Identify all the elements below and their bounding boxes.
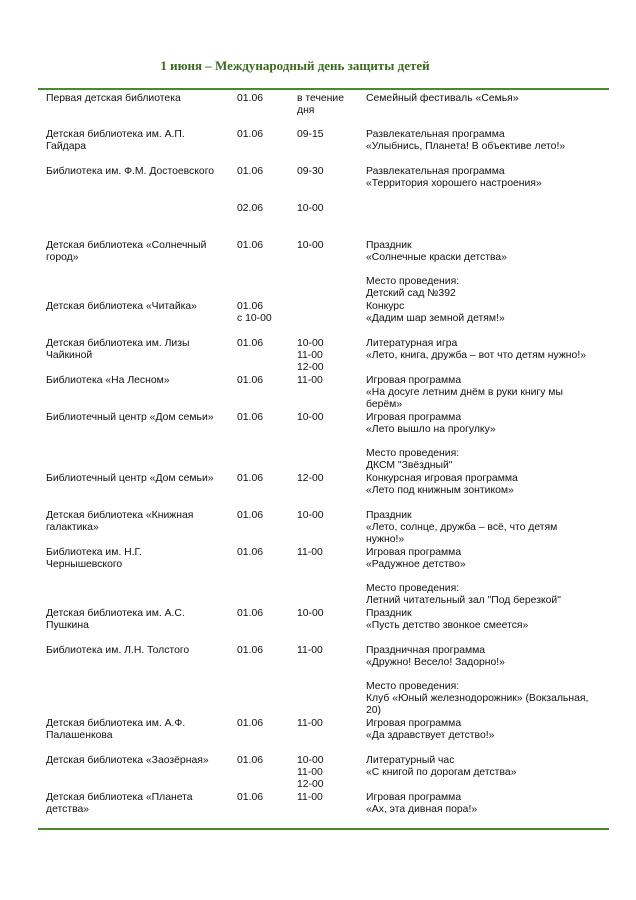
library-name-line: Детская библиотека «Планета (46, 792, 193, 803)
time-cell (297, 718, 323, 730)
date-cell (237, 645, 263, 657)
time-line: 12-00 (297, 362, 324, 373)
time-line: 11-00 (297, 375, 323, 386)
event-line: берём» (366, 399, 403, 410)
time-line: 10-00 (297, 338, 324, 349)
date-line: 01.06 (237, 608, 264, 619)
date-line: 01.06 (237, 240, 264, 251)
time-line: 10-00 (297, 755, 324, 766)
date-line: с 10-00 (237, 313, 272, 324)
event-cell (366, 608, 528, 632)
library-name-cell (46, 338, 189, 362)
date-line: 01.06 (237, 93, 264, 104)
event-line: «Дадим шар земной детям!» (366, 313, 505, 324)
time-cell (297, 412, 324, 424)
event-line (366, 436, 496, 448)
time-line: в течение (297, 93, 344, 104)
library-name-line: Чайкиной (46, 350, 93, 361)
event-line: Игровая программа (366, 718, 462, 729)
event-line: Праздник (366, 510, 412, 521)
library-name-line: Детская библиотека «Солнечный (46, 240, 207, 251)
event-line: Летний читательный зал "Под березкой" (366, 595, 561, 606)
event-line: «Радужное детство» (366, 559, 466, 570)
event-line: «Лето, солнце, дружба – всё, что детям (366, 522, 558, 533)
time-line: 11-00 (297, 547, 323, 558)
date-line: 01.06 (237, 338, 264, 349)
library-name-line: Детская библиотека «Читайка» (46, 301, 197, 312)
date-cell (237, 792, 263, 804)
event-line: Место проведения: (366, 448, 460, 459)
time-cell (297, 547, 323, 559)
event-line: Игровая программа (366, 375, 462, 386)
event-line: Праздничная программа (366, 645, 486, 656)
event-cell (366, 645, 588, 717)
date-line: 02.06 (237, 203, 264, 214)
event-line: «Лето, книга, дружба – вот что детям нужно!» (366, 350, 586, 361)
event-line: «С книгой по дорогам детства» (366, 767, 517, 778)
library-name-line: Библиотечный центр «Дом семьи» (46, 412, 214, 423)
event-cell (366, 375, 563, 411)
time-line: 11-00 (297, 718, 323, 729)
date-cell (237, 338, 263, 350)
time-line: 10-00 (297, 240, 324, 251)
library-name-line: Детская библиотека им. А.С. (46, 608, 185, 619)
event-line: Место проведения: (366, 276, 460, 287)
time-cell (297, 375, 323, 387)
event-line: Место проведения: (366, 681, 460, 692)
time-line: 09-15 (297, 129, 324, 140)
date-line: 01.06 (237, 166, 264, 177)
library-name-line: Детская библиотека им. А.Ф. (46, 718, 186, 729)
time-line: 10-00 (297, 608, 324, 619)
event-line: Игровая программа (366, 547, 462, 558)
date-cell (237, 718, 263, 730)
event-line: Детский сад №392 (366, 288, 456, 299)
date-cell (237, 166, 263, 178)
event-cell (366, 166, 542, 190)
date-line: 01.06 (237, 473, 264, 484)
date-cell (237, 473, 263, 485)
event-line: Место проведения: (366, 583, 460, 594)
event-line: Литературная игра (366, 338, 458, 349)
date-line: 01.06 (237, 412, 264, 423)
event-cell (366, 792, 477, 816)
event-cell (366, 718, 494, 742)
library-name-cell (46, 473, 214, 485)
event-line: Конкурсная игровая программа (366, 473, 518, 484)
library-name-line: Детская библиотека им. Лизы (46, 338, 190, 349)
event-line: «Улыбнись, Планета! В объективе лето!» (366, 141, 566, 152)
library-name-line: Пушкина (46, 620, 89, 631)
library-name-line: город» (46, 252, 79, 263)
event-line: Клуб «Юный железнодорожник» (Вокзальная, (366, 693, 589, 704)
date-cell (237, 510, 263, 522)
time-cell (297, 755, 324, 791)
date-cell (237, 375, 263, 387)
date-cell (237, 301, 272, 325)
page-title: 1 июня – Международный день защиты детей (160, 58, 430, 73)
date-cell (237, 412, 263, 424)
date-line: 01.06 (237, 301, 264, 312)
date-cell (237, 129, 263, 141)
library-name-line: галактика» (46, 522, 99, 533)
library-name-line: детства» (46, 804, 90, 815)
date-line: 01.06 (237, 375, 264, 386)
date-cell (237, 755, 263, 767)
date-cell (237, 203, 263, 215)
time-cell (297, 510, 324, 522)
time-line: 11-00 (297, 767, 323, 778)
time-line: 12-00 (297, 473, 324, 484)
time-line: дня (297, 105, 315, 116)
event-cell (366, 129, 565, 153)
event-cell (366, 338, 586, 362)
bottom-divider (38, 828, 609, 830)
time-cell (297, 608, 324, 620)
date-line: 01.06 (237, 755, 264, 766)
event-line: «Да здравствует детство!» (366, 730, 495, 741)
library-name-line: Детская библиотека «Книжная (46, 510, 194, 521)
event-line: «Лето вышло на прогулку» (366, 424, 496, 435)
time-cell (297, 166, 324, 178)
date-line: 01.06 (237, 547, 264, 558)
time-line: 11-00 (297, 792, 323, 803)
event-line: Игровая программа (366, 792, 462, 803)
event-cell (366, 240, 507, 300)
event-line: «На досуге летним днём в руки книгу мы (366, 387, 563, 398)
library-name-cell (46, 375, 170, 387)
time-cell (297, 473, 324, 485)
date-cell (237, 93, 263, 105)
event-line (366, 264, 507, 276)
time-cell (297, 129, 324, 141)
library-name-line: Первая детская библиотека (46, 93, 181, 104)
event-line: Семейный фестиваль «Семья» (366, 93, 519, 104)
time-cell (297, 93, 344, 117)
event-line: Праздник (366, 608, 412, 619)
library-name-cell (46, 301, 197, 313)
date-cell (237, 240, 263, 252)
time-cell (297, 645, 323, 657)
library-name-cell (46, 510, 193, 534)
event-line: ДКСМ "Звёздный" (366, 460, 453, 471)
event-cell (366, 93, 519, 105)
library-name-line: Библиотечный центр «Дом семьи» (46, 473, 214, 484)
time-line: 11-00 (297, 350, 323, 361)
date-line: 01.06 (237, 129, 264, 140)
time-cell (297, 792, 323, 804)
library-name-cell (46, 547, 142, 571)
top-divider (38, 88, 609, 90)
library-name-line: Детская библиотека им. А.П. (46, 129, 185, 140)
event-line: Развлекательная программа (366, 129, 505, 140)
event-cell (366, 547, 561, 607)
event-line: Развлекательная программа (366, 166, 505, 177)
date-line: 01.06 (237, 645, 264, 656)
time-line: 09-30 (297, 166, 324, 177)
library-name-cell (46, 93, 181, 105)
date-cell (237, 608, 263, 620)
library-name-cell (46, 718, 185, 742)
library-name-line: Чернышевского (46, 559, 123, 570)
event-line: «Территория хорошего настроения» (366, 178, 542, 189)
event-line: Литературный час (366, 755, 455, 766)
date-line: 01.06 (237, 510, 264, 521)
event-line (366, 669, 588, 681)
library-name-cell (46, 792, 193, 816)
library-name-line: Библиотека им. Ф.М. Достоевского (46, 166, 215, 177)
event-line: «Солнечные краски детства» (366, 252, 507, 263)
library-name-cell (46, 645, 189, 657)
library-name-cell (46, 129, 185, 153)
event-cell (366, 301, 505, 325)
library-name-line: Детская библиотека «Заозёрная» (46, 755, 209, 766)
event-line: «Дружно! Весело! Задорно!» (366, 657, 505, 668)
time-line: 10-00 (297, 412, 324, 423)
time-line: 10-00 (297, 203, 324, 214)
library-name-cell (46, 608, 185, 632)
library-name-cell (46, 412, 214, 424)
time-cell (297, 338, 324, 374)
time-cell (297, 240, 324, 252)
event-line: 20) (366, 705, 382, 716)
time-cell (297, 203, 324, 215)
library-name-line: Палашенкова (46, 730, 113, 741)
date-line: 01.06 (237, 792, 264, 803)
event-cell (366, 473, 518, 497)
event-line: нужно!» (366, 534, 405, 545)
event-line: Игровая программа (366, 412, 462, 423)
event-cell (366, 412, 496, 472)
library-name-line: Гайдара (46, 141, 87, 152)
date-line: 01.06 (237, 718, 264, 729)
event-line: Праздник (366, 240, 412, 251)
time-line: 12-00 (297, 779, 324, 790)
library-name-cell (46, 755, 209, 767)
event-cell (366, 755, 516, 779)
event-cell (366, 510, 557, 546)
library-name-line: Библиотека им. Н.Г. (46, 547, 142, 558)
date-cell (237, 547, 263, 559)
time-line: 10-00 (297, 510, 324, 521)
library-name-line: Библиотека «На Лесном» (46, 375, 170, 386)
library-name-cell (46, 166, 214, 178)
library-name-line: Библиотека им. Л.Н. Толстого (46, 645, 190, 656)
event-line: «Пусть детство звонкое смеется» (366, 620, 529, 631)
event-line: «Лето под книжным зонтиком» (366, 485, 514, 496)
event-line (366, 571, 561, 583)
time-line: 11-00 (297, 645, 323, 656)
library-name-cell (46, 240, 206, 264)
event-line: Конкурс (366, 301, 405, 312)
event-line: «Ах, эта дивная пора!» (366, 804, 478, 815)
